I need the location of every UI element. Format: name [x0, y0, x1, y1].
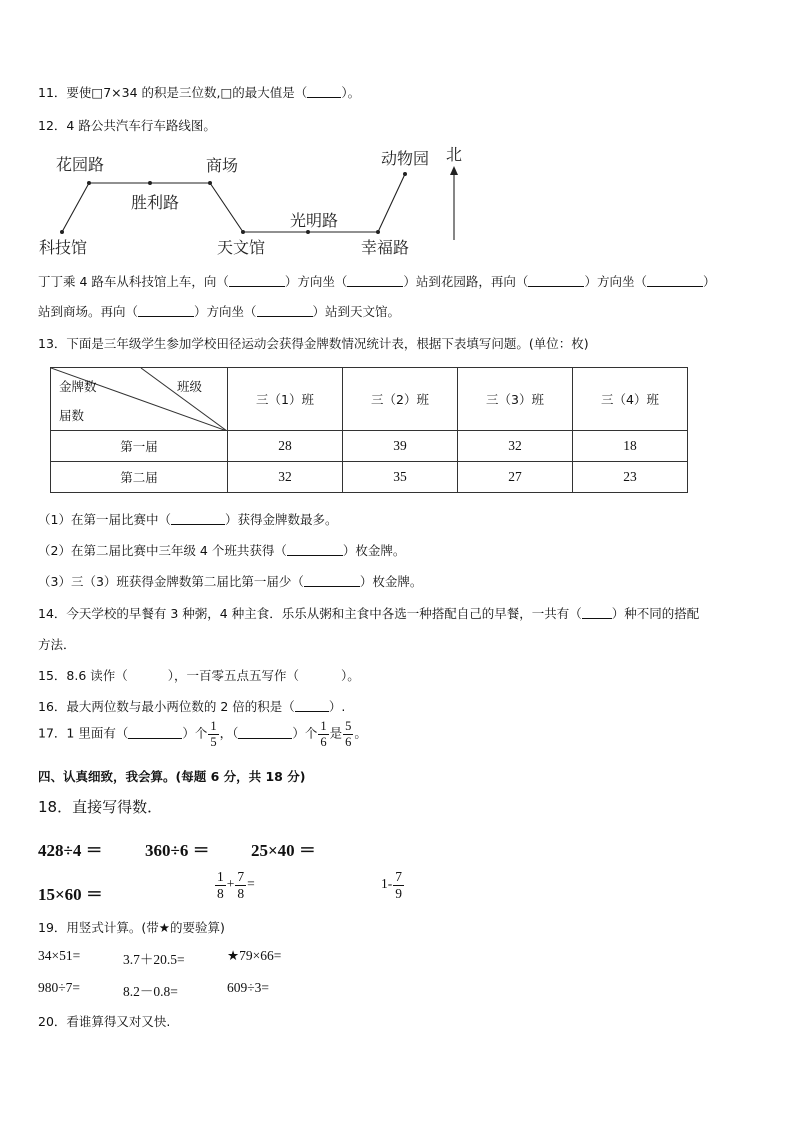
fraction-7-9	[393, 870, 404, 900]
stop-dot-tianwen	[241, 230, 245, 234]
stop-label-huayuan: 花园路	[56, 155, 105, 174]
stop-dot-guangming	[306, 230, 310, 234]
fraction-1-8	[215, 870, 226, 900]
table-cell: 32	[458, 431, 573, 462]
stop-dot-xingfu	[376, 230, 380, 234]
q17-text-a: 17．1 里面有（	[38, 725, 129, 741]
fraction-numerator: 7	[237, 869, 245, 884]
table-cell: 32	[228, 462, 343, 493]
stop-dot-shengli	[148, 181, 152, 185]
q12-blank-5[interactable]	[138, 304, 194, 317]
one-minus: 1-	[381, 876, 393, 892]
row-label: 第二届	[51, 462, 228, 493]
table-cell: 27	[458, 462, 573, 493]
question-12-line1	[38, 272, 715, 290]
fraction-numerator: 7	[395, 869, 402, 884]
route-line	[62, 174, 405, 232]
q14-text-b: ）种不同的搭配	[611, 606, 700, 621]
fraction-numerator: 1	[320, 719, 327, 733]
corner-label-session: 届数	[59, 408, 85, 423]
q17-text-d: ）个	[292, 725, 318, 741]
q15-text-a: 15．8.6 读作（	[38, 668, 128, 683]
column-header: 三（4）班	[573, 368, 688, 431]
fraction-denominator: 8	[237, 885, 245, 901]
column-header: 三（3）班	[458, 368, 573, 431]
vertical-calc-item: ★79×66=	[227, 948, 282, 963]
question-18-title: 18．直接写得数．	[38, 798, 163, 816]
q13-s2-text-b: ）枚金牌。	[342, 543, 406, 558]
question-13-sub2	[38, 541, 405, 559]
column-header: 三（1）班	[228, 368, 343, 431]
question-14-line2: 方法．	[38, 637, 76, 652]
question-20-title: 20．看谁算得又对又快.	[38, 1014, 171, 1029]
q14-blank[interactable]	[582, 606, 612, 619]
bus-route-map	[0, 140, 794, 265]
q13-s3-blank[interactable]	[304, 574, 360, 587]
vertical-calc-item: 3.7＋20.5=	[123, 952, 185, 967]
q12-text-c: ）站到花园路，再向（	[403, 274, 529, 289]
question-16	[38, 697, 345, 715]
stop-label-dongwuyuan: 动物园	[381, 149, 430, 168]
q12-text-f: 站到商场。再向（	[38, 304, 139, 319]
q12-text-h: ）站到天文馆。	[312, 304, 401, 319]
q12-blank-3[interactable]	[528, 274, 584, 287]
q13-s3-text-b: ）枚金牌。	[359, 574, 423, 589]
table-cell: 39	[343, 431, 458, 462]
fraction-7-8	[235, 870, 246, 900]
calc-expression: 25×40 ＝	[251, 841, 316, 860]
fraction-denominator: 5	[210, 734, 217, 749]
q12-text-g: ）方向坐（	[194, 304, 257, 319]
q12-text-d: ）方向坐（	[584, 274, 647, 289]
stop-label-keji: 科技馆	[39, 238, 88, 257]
row-label: 第一届	[51, 431, 228, 462]
fraction-denominator: 9	[395, 885, 402, 901]
q12-text-b: ）方向坐（	[284, 274, 348, 289]
north-arrowhead	[450, 166, 458, 175]
q17-text-c: ，（	[219, 725, 239, 741]
stop-label-shangchang: 商场	[206, 156, 239, 175]
calc-expression: 15×60 ＝	[38, 885, 103, 904]
vertical-calc-item: 34×51=	[38, 948, 81, 963]
vertical-calc-item: 609÷3=	[227, 980, 270, 995]
q13-s2-text-a: （2）在第二届比赛中三年级 4 个班共获得（	[38, 543, 287, 558]
table-row	[51, 462, 688, 493]
stop-label-xingfu: 幸福路	[361, 238, 410, 257]
table-cell: 18	[573, 431, 688, 462]
question-12-title: 12．4 路公共汽车行车路线图。	[38, 118, 216, 133]
north-label: 北	[446, 145, 463, 164]
fraction-numerator: 1	[217, 869, 224, 884]
question-17	[38, 720, 367, 748]
q13-s1-text-a: （1）在第一届比赛中（	[38, 512, 171, 527]
q17-blank-1[interactable]	[128, 726, 182, 739]
q13-s1-blank[interactable]	[171, 512, 225, 525]
corner-label-class: 班级	[177, 379, 203, 394]
fraction-5-6	[343, 720, 353, 748]
question-13-sub3	[38, 572, 422, 590]
table-cell: 28	[228, 431, 343, 462]
q12-text-e: ）	[702, 274, 716, 289]
q16-text-a: 16．最大两位数与最小两位数的 2 倍的积是（	[38, 699, 295, 714]
q15-text-c: ）。	[341, 668, 360, 683]
q16-text-b: ）.	[328, 699, 346, 714]
vertical-calc-item: 980÷7=	[38, 980, 81, 995]
calc-expression: 360÷6 ＝	[145, 841, 210, 860]
question-12-line2	[38, 302, 400, 320]
calc-one-minus-fraction	[381, 870, 405, 900]
stop-dot-shangchang	[208, 181, 212, 185]
fraction-denominator: 6	[345, 734, 352, 749]
q13-s1-text-b: ）获得金牌数最多。	[224, 512, 338, 527]
q17-text-b: ）个	[182, 725, 208, 741]
section-4-heading: 四、认真细致，我会算。(每题 6 分，共 18 分)	[38, 769, 306, 784]
q11-text: 11．要使□7×34 的积是三位数,□的最大值是（	[38, 85, 308, 100]
calc-fraction-sum	[214, 870, 255, 900]
equals-sign: =	[247, 876, 255, 892]
stop-label-tianwen: 天文馆	[217, 238, 266, 257]
fraction-numerator: 5	[345, 719, 352, 733]
fraction-1-6	[318, 720, 328, 748]
table-row	[51, 431, 688, 462]
question-19-title: 19．用竖式计算。(带★的要验算)	[38, 920, 225, 935]
fraction-1-5	[208, 720, 218, 748]
question-14-line1	[38, 604, 699, 622]
q12-blank-4[interactable]	[647, 274, 703, 287]
fraction-denominator: 8	[217, 885, 224, 901]
stop-label-guangming: 光明路	[290, 211, 339, 230]
medal-table	[50, 367, 688, 493]
stop-dot-huayuan	[87, 181, 91, 185]
plus-sign: +	[226, 876, 235, 892]
stop-dot-dongwuyuan	[403, 172, 407, 176]
vertical-calc-item: 8.2－0.8=	[123, 984, 178, 999]
q14-text-a: 14．今天学校的早餐有 3 种粥，4 种主食．乐乐从粥和主食中各选一种搭配自己的早餐，一共有（	[38, 606, 582, 621]
question-13-sub1	[38, 510, 337, 528]
stop-label-shengli: 胜利路	[131, 193, 180, 212]
q13-s2-blank[interactable]	[287, 543, 343, 556]
calc-expression: 428÷4 ＝	[38, 841, 103, 860]
q12-blank-2[interactable]	[347, 274, 403, 287]
stop-dot-keji	[60, 230, 64, 234]
q12-blank-1[interactable]	[229, 274, 285, 287]
column-header: 三（2）班	[343, 368, 458, 431]
q12-blank-6[interactable]	[257, 304, 313, 317]
q12-text-a: 丁丁乘 4 路车从科技馆上车，向（	[38, 274, 229, 289]
q15-text-b: ），一百零五点五写作（	[167, 668, 300, 683]
corner-label-medals: 金牌数	[59, 379, 97, 394]
q17-text-e: 是	[329, 725, 343, 741]
table-corner-cell	[51, 368, 228, 431]
q11-answer-blank[interactable]	[307, 85, 341, 98]
table-cell: 35	[343, 462, 458, 493]
table-cell: 23	[573, 462, 688, 493]
q17-blank-2[interactable]	[238, 726, 292, 739]
question-13-title: 13．下面是三年级学生参加学校田径运动会获得金牌数情况统计表，根据下表填写问题。(单位：枚)	[38, 336, 589, 351]
q13-s3-text-a: （3）三（3）班获得金牌数第二届比第一届少（	[38, 574, 304, 589]
question-15	[38, 666, 360, 684]
question-11	[38, 83, 360, 101]
q11-close: ）。	[341, 85, 361, 100]
q16-blank[interactable]	[295, 699, 329, 712]
q17-text-f: 。	[354, 725, 367, 741]
fraction-denominator: 6	[320, 734, 327, 749]
fraction-numerator: 1	[210, 719, 217, 733]
